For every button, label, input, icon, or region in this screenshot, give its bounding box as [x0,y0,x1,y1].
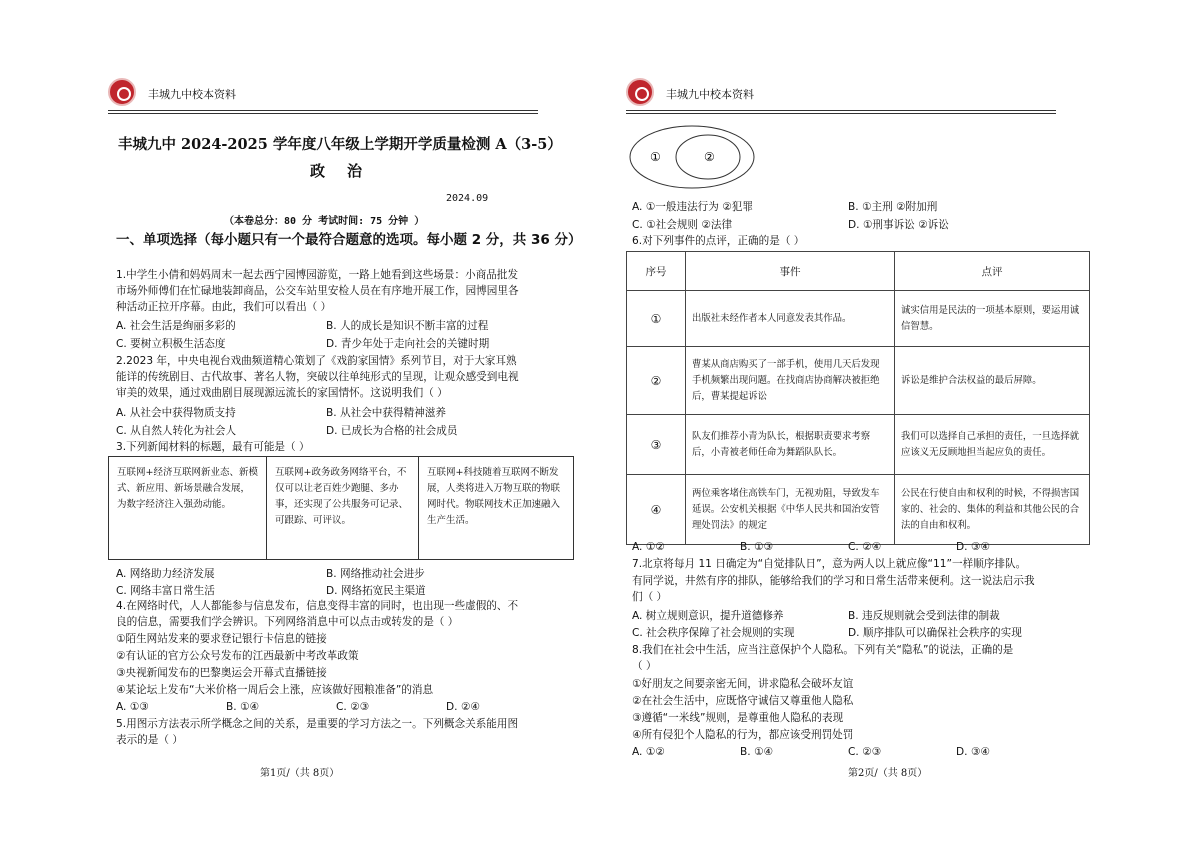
q6-option-c[interactable]: C. ②④ [848,541,882,553]
exam-title: 丰城九中 2024-2025 学年度八年级上学期开学质量检测 A（3-5） [118,136,562,153]
q6-option-a[interactable]: A. ①② [632,541,665,553]
table-header-row [627,252,1090,291]
q5-option-d[interactable]: D. ①刑事诉讼 ②诉讼 [848,219,949,231]
table-row [627,347,1090,415]
q2-option-a[interactable]: A. 从社会中获得物质支持 [116,407,236,419]
q4-option-c[interactable]: C. ②③ [336,701,370,713]
row-number: ④ [627,475,686,545]
row-event: 队友们推荐小青为队长，根据职责要求考察后，小青被老师任命为舞蹈队队长。 [686,415,895,475]
q3-option-b[interactable]: B. 网络推动社会进步 [326,568,425,580]
row-comment: 诚实信用是民法的一项基本原则，要运用诚信智慧。 [895,291,1090,347]
q1-option-c[interactable]: C. 要树立积极生活态度 [116,338,226,350]
section-heading: 一、单项选择（每小题只有一个最符合题意的选项。每小题 2 分，共 36 分） [116,232,582,248]
row-number: ③ [627,415,686,475]
row-comment: 诉讼是维护合法权益的最后屏障。 [895,347,1090,415]
q8-option-b[interactable]: B. ①④ [740,746,773,758]
q4-option-b[interactable]: B. ①④ [226,701,259,713]
q2-stem-line1: 2.2023 年，中央电视台戏曲频道精心策划了《戏韵家国情》系列节目，对于大家耳熟 [116,355,517,367]
q5-stem-line2: 表示的是（ ） [116,734,183,746]
q3-option-a[interactable]: A. 网络助力经济发展 [116,568,215,580]
q5-stem-line1: 5.用图示方法表示所学概念之间的关系，是重要的学习方法之一。下列概念关系能用图 [116,718,519,730]
row-event: 出版社未经作者本人同意发表其作品。 [686,291,895,347]
q3-material-2: 互联网+政务政务网络平台，不仅可以让老百姓少跑腿、多办事，还实现了公共服务可记录、可跟踪、可评议。 [267,457,419,559]
q6-option-d[interactable]: D. ③④ [956,541,990,553]
q2-option-b[interactable]: B. 从社会中获得精神滋养 [326,407,446,419]
header-rule-thin [108,113,538,114]
q4-option-d[interactable]: D. ②④ [446,701,480,713]
q6-option-b[interactable]: B. ①③ [740,541,773,553]
exam-info: （本卷总分：80 分 考试时间: 75 分钟 ） [224,216,425,227]
q4-option-a[interactable]: A. ①③ [116,701,149,713]
table-row [627,415,1090,475]
inner-label: ② [704,150,715,164]
header-comment: 点评 [895,252,1090,291]
school-logo-icon [108,78,136,106]
q2-option-c[interactable]: C. 从自然人转化为社会人 [116,425,237,437]
q4-item-2: ②有认证的官方公众号发布的江西最新中考改革政策 [116,650,359,662]
header-school-name: 丰城九中校本资料 [666,88,754,101]
q5-option-b[interactable]: B. ①主刑 ②附加刑 [848,201,938,213]
q4-stem-line2: 良的信息，需要我们学会辨识。下列网络消息中可以点击或转发的是（ ） [116,616,459,628]
q8-option-c[interactable]: C. ②③ [848,746,882,758]
q1-option-b[interactable]: B. 人的成长是知识不断丰富的过程 [326,320,489,332]
page-1 [108,0,582,849]
header-number: 序号 [627,252,686,291]
q4-item-4: ④某论坛上发布“大米价格一周后会上涨，应该做好囤粮准备”的消息 [116,684,434,696]
q1-stem-line3: 种活动正拉开序幕。由此，我们可以看出（ ） [116,301,332,313]
q3-material-3: 互联网+科技随着互联网不断发展，人类将进入万物互联的物联网时代。物联网技术正加速融入生产生活。 [427,467,561,526]
q1-option-d[interactable]: D. 青少年处于走向社会的关键时期 [326,338,490,350]
q1-option-a[interactable]: A. 社会生活是绚丽多彩的 [116,320,236,332]
q1-stem-line1: 1.中学生小倩和妈妈周末一起去西宁园博园游览，一路上她看到这些场景：小商品批发 [116,269,519,281]
header-rule-thin [626,113,1056,114]
q3-option-c[interactable]: C. 网络丰富日常生活 [116,585,215,597]
q8-item-1: ①好朋友之间要亲密无间，讲求隐私会破坏友谊 [632,678,854,690]
q3-material-1: 互联网+经济互联网新业态、新模式、新应用、新场景融合发展，为数字经济注入强劲动能。 [109,457,267,559]
q8-item-4: ④所有侵犯个人隐私的行为，都应该受刑罚处罚 [632,729,854,741]
q7-stem-line3: 们（ ） [632,591,668,603]
page-footer: 第2页/（共 8页） [848,768,928,779]
outer-label: ① [650,150,661,164]
q8-item-2: ②在社会生活中，应既恪守诚信又尊重他人隐私 [632,695,854,707]
q4-item-3: ③央视新闻发布的巴黎奥运会开幕式直播链接 [116,667,327,679]
q4-item-1: ①陌生网站发来的要求登记银行卡信息的链接 [116,633,327,645]
q4-stem-line1: 4.在网络时代，人人都能参与信息发布，信息变得丰富的同时，也出现一些虚假的、不 [116,600,519,612]
q3-material-boxes [108,456,574,560]
q2-option-d[interactable]: D. 已成长为合格的社会成员 [326,425,458,437]
header-event: 事件 [686,252,895,291]
q7-stem-line2: 有同学说，井然有序的排队，能够给我们的学习和日常生活带来便利。这一说法启示我 [632,575,1035,587]
q8-option-d[interactable]: D. ③④ [956,746,990,758]
page-header [108,78,538,114]
q8-option-a[interactable]: A. ①② [632,746,665,758]
q3-option-d[interactable]: D. 网络拓宽民主渠道 [326,585,426,597]
page-header [626,78,1056,114]
school-logo-icon [626,78,654,106]
q8-stem-line1: 8.我们在社会中生活，应当注意保护个人隐私。下列有关“隐私”的说法，正确的是 [632,644,1014,656]
q2-stem-line3: 审美的效果，通过戏曲剧目展现源远流长的家国情怀。这说明我们（ ） [116,387,448,399]
row-comment: 公民在行使自由和权利的时候，不得损害国家的、社会的、集体的利益和其他公民的合法的自由和权利。 [895,475,1090,545]
row-number: ① [627,291,686,347]
q5-option-c[interactable]: C. ①社会规则 ②法律 [632,219,733,231]
q8-item-3: ③遵循“一米线”规则，是尊重他人隐私的表现 [632,712,844,724]
exam-date: 2024.09 [446,193,489,204]
q7-option-a[interactable]: A. 树立规则意识，提升道德修养 [632,610,784,622]
page-footer: 第1页/（共 8页） [260,768,340,779]
q8-stem-line2: （ ） [632,660,657,672]
table-row [627,475,1090,545]
q5-option-a[interactable]: A. ①一般违法行为 ②犯罪 [632,201,753,213]
concept-diagram [628,124,758,190]
row-event: 曹某从商店购买了一部手机，使用几天后发现手机频繁出现问题。在找商店协商解决被拒绝后，曹某提起诉讼 [686,347,895,415]
q7-option-c[interactable]: C. 社会秩序保障了社会规则的实现 [632,627,795,639]
subject-title: 政治 [310,162,385,180]
q3-stem: 3.下列新闻材料的标题，最有可能是（ ） [116,441,310,453]
header-rule [108,110,538,111]
q2-stem-line2: 能详的传统剧目、古代故事、著名人物，突破以往单纯形式的呈现，让观众感受到电视 [116,371,519,383]
q7-option-b[interactable]: B. 违反规则就会受到法律的制裁 [848,610,1000,622]
row-comment: 我们可以选择自己承担的责任，一旦选择就应该义无反顾地担当起应负的责任。 [895,415,1090,475]
page-2 [626,0,1092,849]
q7-stem-line1: 7.北京将每月 11 日确定为“自觉排队日”，意为两人以上就应像“11”一样顺序排队。 [632,558,1027,570]
q7-option-d[interactable]: D. 顺序排队可以确保社会秩序的实现 [848,627,1022,639]
outer-ellipse [630,126,754,188]
row-number: ② [627,347,686,415]
q6-stem: 6.对下列事件的点评，正确的是（ ） [632,235,805,247]
table-row [627,291,1090,347]
row-event: 两位乘客堵住高铁车门，无视劝阻，导致发车延误。公安机关根据《中华人民共和国治安管理处罚法》的规定 [686,475,895,545]
header-school-name: 丰城九中校本资料 [148,88,236,101]
q6-event-table [626,251,1090,545]
q1-stem-line2: 市场外师傅们在忙碌地装卸商品，公交车站里安检人员在有序地开展工作，园博园里各 [116,285,519,297]
header-rule [626,110,1056,111]
